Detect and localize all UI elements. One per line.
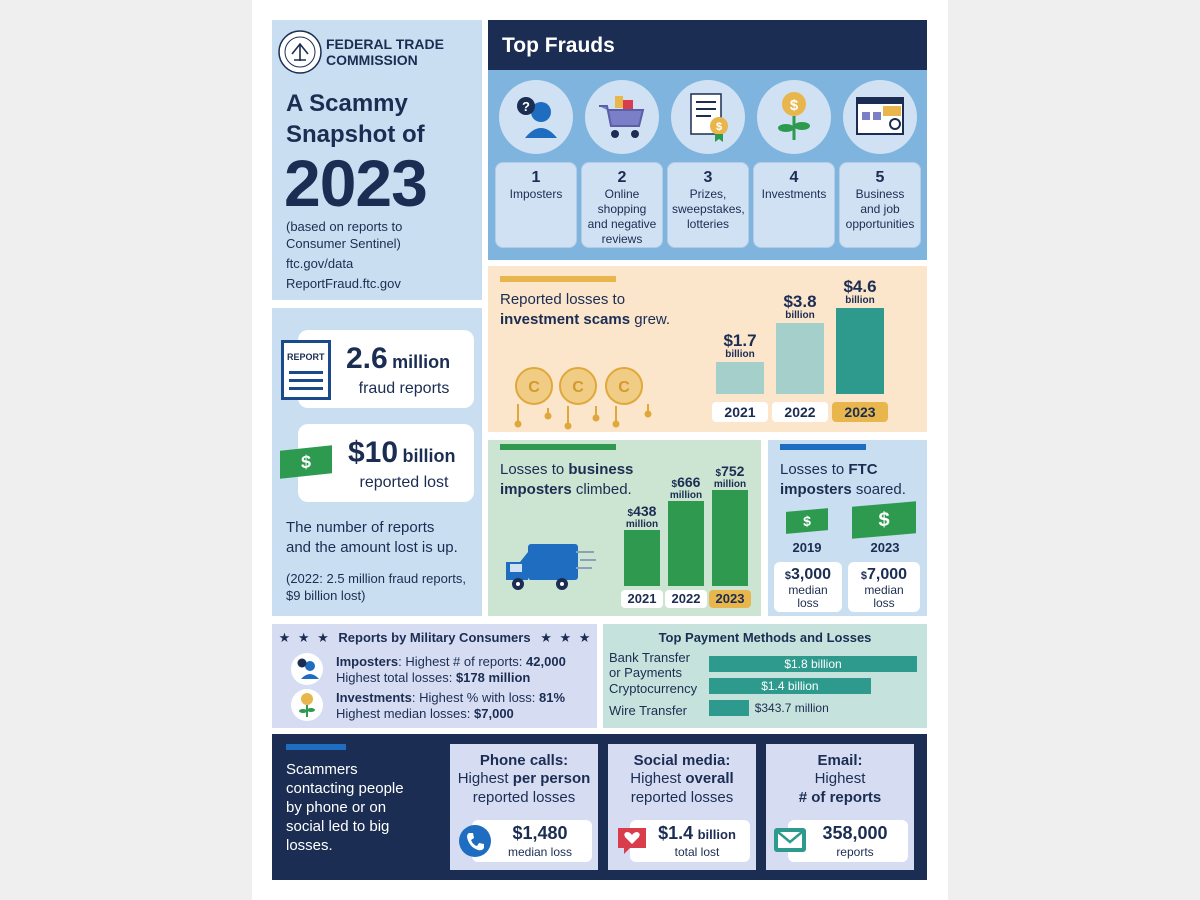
money-plant-icon <box>757 80 831 154</box>
social-card <box>608 744 756 870</box>
title-line1: A Scammy <box>286 90 408 117</box>
social-card-sub-a: Highest <box>630 770 686 787</box>
fraud-rank: 3 <box>703 169 713 186</box>
military-imposters-losses: $178 million <box>455 670 531 685</box>
lost-number: $10 <box>348 436 399 469</box>
phone-card-title: Phone calls: <box>479 752 569 769</box>
money-plant-small-icon <box>290 688 324 722</box>
ftc-label-line1: median <box>864 583 904 597</box>
prize-document-icon <box>671 80 745 154</box>
ftc-amount-2023: 7,000 <box>867 566 908 583</box>
phone-card-sub-c: reported losses <box>472 789 576 806</box>
business-value-label <box>662 475 710 501</box>
link-report-fraud[interactable]: ReportFraud.ftc.gov <box>286 276 401 291</box>
source-note-line1: (based on reports to <box>286 219 403 234</box>
business-currency: $ <box>715 468 722 479</box>
investment-bar <box>836 308 884 394</box>
star-icon: ★ <box>540 630 552 645</box>
source-note-line2: Consumer Sentinel) <box>286 236 401 251</box>
investment-value-label <box>826 278 894 306</box>
org-name-line2: COMMISSION <box>326 52 418 68</box>
summary-text <box>286 518 458 558</box>
ftc-label-line2: loss <box>797 596 819 610</box>
payments-chart <box>709 652 919 722</box>
coin-symbol-3: C <box>618 379 630 396</box>
lost-label: reported lost <box>359 474 449 491</box>
email-card-title: Email: <box>817 752 863 769</box>
social-card-title: Social media: <box>633 752 731 769</box>
infographic-page <box>252 0 948 900</box>
payment-label-bank <box>609 650 690 680</box>
email-value: 358,000 <box>822 823 888 843</box>
military-panel <box>272 624 597 728</box>
business-value-label <box>618 504 666 530</box>
ftc-seal-icon <box>278 30 322 74</box>
title-line2: Snapshot of <box>286 121 425 148</box>
social-value-label: total lost <box>674 845 720 859</box>
investment-value-label <box>766 293 834 321</box>
imposter-icon <box>499 80 573 154</box>
phone-card-sub-b: per person <box>512 770 591 787</box>
social-card-sub-b: overall <box>685 770 734 787</box>
title-year: 2023 <box>284 146 427 220</box>
svg-text:$: $ <box>789 97 799 114</box>
business-unit: million <box>669 489 703 501</box>
business-text-d: climbed. <box>571 481 632 498</box>
fraud-label: Business and job opportunities <box>845 187 915 231</box>
military-imposters-label: Imposters <box>336 654 399 669</box>
military-line1-text: : Highest # of reports: <box>398 654 527 669</box>
ftc-text-c: imposters <box>780 481 852 498</box>
investment-text-a: Reported losses to <box>500 291 626 308</box>
coin-symbol-2: C <box>572 379 584 396</box>
fraud-tile-5 <box>839 162 921 248</box>
military-investments-percent: 81% <box>539 690 566 705</box>
investment-value-label <box>706 332 774 360</box>
ftc-label-line2: loss <box>873 596 895 610</box>
star-icon: ★ <box>317 630 329 645</box>
business-value: 666 <box>677 473 701 490</box>
business-unit: million <box>713 479 747 490</box>
summary-note <box>286 570 466 604</box>
fraud-label: Imposters <box>509 187 563 201</box>
top-frauds-title: Top Frauds <box>502 34 615 57</box>
fraud-rank: 5 <box>875 169 885 186</box>
business-unit: million <box>625 519 659 531</box>
business-text-b: business <box>568 461 634 478</box>
business-bar <box>624 530 660 586</box>
ftc-year-2023: 2023 <box>870 540 900 555</box>
military-investments-median: $7,000 <box>474 706 514 721</box>
business-text <box>500 460 633 500</box>
ftc-currency: $ <box>784 570 792 582</box>
social-card-sub-c: reported losses <box>630 789 734 806</box>
social-value-unit: billion <box>697 827 736 842</box>
coins-circuit-icon <box>508 364 658 430</box>
small-dollar-bill-icon <box>786 508 828 534</box>
ftc-text-b: FTC <box>848 461 878 478</box>
phone-icon <box>458 824 492 858</box>
business-year-label: 2022 <box>665 590 707 608</box>
social-value: $1.4 <box>658 823 694 843</box>
ftc-currency: $ <box>860 570 868 582</box>
delivery-truck-icon <box>502 540 598 596</box>
military-header <box>272 630 597 646</box>
star-icon: ★ <box>559 630 572 645</box>
investment-year-label: 2021 <box>712 402 768 422</box>
imposter-small-icon <box>290 652 324 686</box>
ftc-card-2019 <box>774 562 842 612</box>
email-card <box>766 744 914 870</box>
military-line3-text: : Highest % with loss: <box>411 690 540 705</box>
lost-stat <box>348 436 456 470</box>
star-icon: ★ <box>578 630 591 645</box>
investment-value: $1.7 <box>723 331 757 351</box>
investment-text-b: investment scams <box>500 311 631 328</box>
business-panel <box>488 440 761 616</box>
payment-label-bank-line2: or Payments <box>609 665 682 680</box>
business-value: 752 <box>721 463 745 479</box>
phone-card-sub-a: Highest <box>457 770 513 787</box>
contact-panel <box>272 734 927 880</box>
ftc-amount-2019: 3,000 <box>791 566 832 583</box>
report-icon-label: REPORT <box>287 352 325 362</box>
summary-text-line2b: amount lost is up. <box>340 539 458 556</box>
military-line2-text: Highest total losses: <box>336 670 456 685</box>
ftc-accent-bar <box>780 444 866 450</box>
military-stats <box>336 654 566 722</box>
dollar-bill-symbol: $ <box>300 451 311 473</box>
fraud-4-circle <box>757 80 831 154</box>
org-name-line1: FEDERAL TRADE <box>326 36 444 52</box>
business-text-a: Losses to <box>500 461 569 478</box>
payment-label-wire: Wire Transfer <box>609 703 688 718</box>
header-panel <box>272 20 482 300</box>
reports-number: 2.6 <box>346 342 388 375</box>
phone-value-label: median loss <box>507 845 573 859</box>
email-icon <box>772 824 808 856</box>
military-imposters-reports: 42,000 <box>526 654 566 669</box>
payment-bar <box>709 700 749 716</box>
top-frauds-header <box>488 20 927 70</box>
shopping-cart-icon <box>585 80 659 154</box>
investment-accent-bar <box>500 276 616 282</box>
investment-year-label: 2023 <box>832 402 888 422</box>
email-card-sub-a: Highest <box>814 770 866 787</box>
ftc-panel <box>768 440 927 616</box>
star-icon: ★ <box>278 630 291 645</box>
job-search-icon <box>843 80 917 154</box>
payment-label-bank-line1: Bank Transfer <box>609 650 690 665</box>
payment-label-crypto: Cryptocurrency <box>609 681 698 696</box>
investment-unit: billion <box>725 349 755 361</box>
summary-note-line1: (2022: 2.5 million fraud reports, <box>286 571 466 586</box>
fraud-rank: 2 <box>617 169 627 186</box>
fraud-label: Investments <box>761 187 827 201</box>
payment-value-label: $343.7 million <box>754 701 829 715</box>
business-currency: $ <box>671 478 678 490</box>
investment-unit: billion <box>785 309 815 321</box>
reports-unit: million <box>392 352 451 372</box>
business-chart <box>616 440 761 616</box>
contact-text-line4: social led to big <box>286 818 390 835</box>
investment-text-c: grew. <box>630 311 671 328</box>
payment-value-label: $1.8 billion <box>784 657 842 671</box>
org-name <box>326 36 444 68</box>
military-title: Reports by Military Consumers <box>338 630 531 645</box>
links <box>286 254 401 294</box>
business-year-label: 2021 <box>621 590 663 608</box>
fraud-5-circle <box>843 80 917 154</box>
business-value-label <box>706 464 754 490</box>
email-value-label: reports <box>836 845 874 859</box>
link-ftc-data[interactable]: ftc.gov/data <box>286 256 354 271</box>
payments-title: Top Payment Methods and Losses <box>658 630 872 645</box>
contact-text-line3: by phone or on <box>286 799 387 816</box>
fraud-tile-4 <box>753 162 835 248</box>
fraud-label: Prizes, sweepstakes, lotteries <box>672 187 745 231</box>
business-currency: $ <box>627 508 634 520</box>
email-card-sub-b: # of reports <box>798 789 882 806</box>
summary-text-line2a: and the <box>286 539 341 556</box>
business-value: 438 <box>633 503 657 520</box>
investment-bar <box>776 323 824 394</box>
ftc-label-line1: median <box>788 583 828 597</box>
military-investments-label: Investments <box>336 690 412 705</box>
investment-unit: billion <box>845 295 875 306</box>
lost-unit: billion <box>402 446 456 466</box>
investment-year-label: 2022 <box>772 402 828 422</box>
coin-symbol-1: C <box>528 379 540 396</box>
business-bar <box>668 501 704 586</box>
reports-stat <box>346 342 450 376</box>
bill-symbol-small: $ <box>803 512 811 530</box>
investment-panel <box>488 266 927 432</box>
svg-text:$: $ <box>715 121 723 133</box>
fraud-rank: 4 <box>789 169 799 186</box>
contact-text <box>286 760 404 855</box>
investment-value: $4.6 <box>843 277 877 296</box>
top-frauds-panel <box>488 70 927 260</box>
contact-text-line1: Scammers <box>286 761 358 778</box>
page-title <box>286 88 425 150</box>
ftc-text-d: soared. <box>851 481 906 498</box>
summary-panel <box>272 308 482 616</box>
source-note <box>286 218 402 252</box>
fraud-tile-1 <box>495 162 577 248</box>
business-bar <box>712 490 748 586</box>
fraud-1-circle <box>499 80 573 154</box>
contact-text-line2: contacting people <box>286 780 404 797</box>
fraud-2-circle <box>585 80 659 154</box>
investment-text <box>500 290 670 330</box>
business-accent-bar <box>500 444 616 450</box>
fraud-rank: 1 <box>531 169 541 186</box>
fraud-label: Online shopping and negative reviews <box>587 187 657 246</box>
heart-chat-icon <box>614 822 650 858</box>
contact-text-line5: losses. <box>286 837 333 854</box>
reports-label: fraud reports <box>358 380 450 397</box>
star-icon: ★ <box>297 630 310 645</box>
report-document-icon <box>281 340 331 400</box>
payments-panel <box>603 624 927 728</box>
phone-card <box>450 744 598 870</box>
phone-value: $1,480 <box>512 823 568 843</box>
ftc-text-a: Losses to <box>780 461 849 478</box>
ftc-card-2023 <box>848 562 920 612</box>
ftc-text <box>780 460 906 500</box>
fraud-3-circle <box>671 80 745 154</box>
bill-symbol-large: $ <box>878 508 890 532</box>
fraud-tile-2 <box>581 162 663 248</box>
investment-chart <box>708 266 927 432</box>
investment-value: $3.8 <box>783 291 817 311</box>
business-text-c: imposters <box>500 481 572 498</box>
fraud-tile-3 <box>667 162 749 248</box>
summary-note-line2: $9 billion lost) <box>286 588 366 603</box>
svg-text:?: ? <box>522 99 530 114</box>
investment-bar <box>716 362 764 394</box>
payment-value-label: $1.4 billion <box>761 679 819 693</box>
dollar-bill-icon <box>280 445 332 478</box>
business-year-label: 2023 <box>709 590 751 608</box>
large-dollar-bill-icon <box>852 501 916 539</box>
military-line4-text: Highest median losses: <box>336 706 475 721</box>
ftc-year-2019: 2019 <box>792 540 822 555</box>
summary-text-line1: The number of reports <box>286 519 435 536</box>
contact-accent-bar <box>286 744 346 750</box>
